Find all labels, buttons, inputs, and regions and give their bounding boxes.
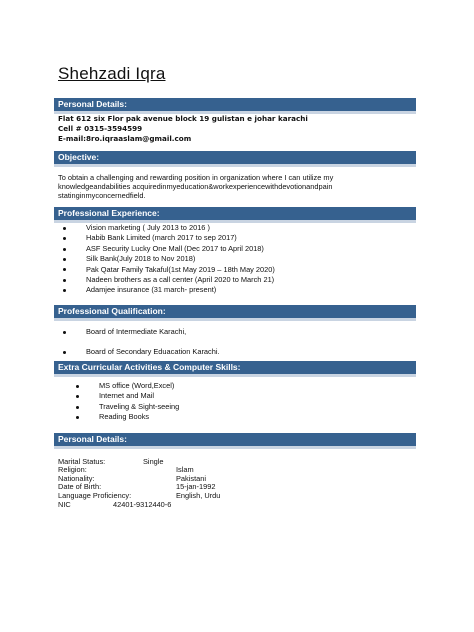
nic-label: NIC — [58, 500, 71, 509]
nationality-value: Pakistani — [176, 474, 206, 483]
objective-line-2: knowledgeandabilities acquiredinmyeducation&workexperiencewithdevotionandpain — [58, 182, 333, 191]
qualification-list — [61, 327, 220, 358]
contact-address: Flat 612 six Flor pak avenue block 19 gulistan e johar karachi — [58, 114, 308, 123]
objective-line-1: To obtain a challenging and rewarding position in organization where I can utilize my — [58, 173, 334, 182]
nationality-label: Nationality: — [58, 474, 95, 483]
marital-value: Single — [143, 457, 164, 466]
section-divider — [54, 374, 416, 377]
section-header-experience: Professional Experience: — [54, 207, 416, 220]
personal-row-nic — [58, 500, 358, 509]
language-label: Language Proficiency: — [58, 491, 132, 500]
experience-list — [61, 223, 275, 296]
experience-item: Pak Qatar Family Takaful(1st May 2019 – 18th May 2020) — [61, 265, 275, 275]
skill-item: Traveling & Sight-seeing — [74, 402, 179, 412]
candidate-name: Shehzadi Iqra — [58, 64, 166, 83]
qualification-item: Board of Intermediate Karachi, — [61, 327, 220, 337]
contact-email: E-mail:8ro.iqraaslam@gmail.com — [58, 134, 192, 143]
section-divider — [54, 318, 416, 321]
section-header-personal-details: Personal Details: — [54, 98, 416, 111]
section-header-personal-details-2: Personal Details: — [54, 433, 416, 446]
personal-row-religion — [58, 465, 358, 474]
personal-row-language — [58, 491, 358, 500]
section-divider — [54, 164, 416, 167]
section-header-qualification: Professional Qualification: — [54, 305, 416, 318]
objective-line-3: statinginmyconcernedfield. — [58, 191, 146, 200]
skill-item: Internet and Mail — [74, 391, 179, 401]
section-header-objective: Objective: — [54, 151, 416, 164]
skill-item: MS office (Word,Excel) — [74, 381, 179, 391]
personal-row-dob — [58, 482, 358, 491]
marital-label: Marital Status: — [58, 457, 106, 466]
dob-label: Date of Birth: — [58, 482, 102, 491]
religion-value: Islam — [176, 465, 194, 474]
nic-value: 42401-9312440-6 — [113, 500, 172, 509]
experience-item: Nadeen brothers as a call center (April 2020 to March 21) — [61, 275, 275, 285]
experience-item: Habib Bank Limited (march 2017 to sep 2017) — [61, 233, 275, 243]
experience-item: Adamjee insurance (31 march- present) — [61, 285, 275, 295]
experience-item: Vision marketing ( July 2013 to 2016 ) — [61, 223, 275, 233]
contact-cell: Cell # 0315-3594599 — [58, 124, 143, 133]
section-divider — [54, 446, 416, 449]
experience-item: Silk Bank(July 2018 to Nov 2018) — [61, 254, 275, 264]
skill-item: Reading Books — [74, 412, 179, 422]
dob-value: 15-jan-1992 — [176, 482, 216, 491]
qualification-item: Board of Secondary Eduacation Karachi. — [61, 347, 220, 357]
religion-label: Religion: — [58, 465, 87, 474]
language-value: English, Urdu — [176, 491, 221, 500]
section-header-extra-curricular: Extra Curricular Activities & Computer Skills: — [54, 361, 416, 374]
experience-item: ASF Security Lucky One Mall (Dec 2017 to April 2018) — [61, 244, 275, 254]
skills-list — [74, 381, 179, 423]
